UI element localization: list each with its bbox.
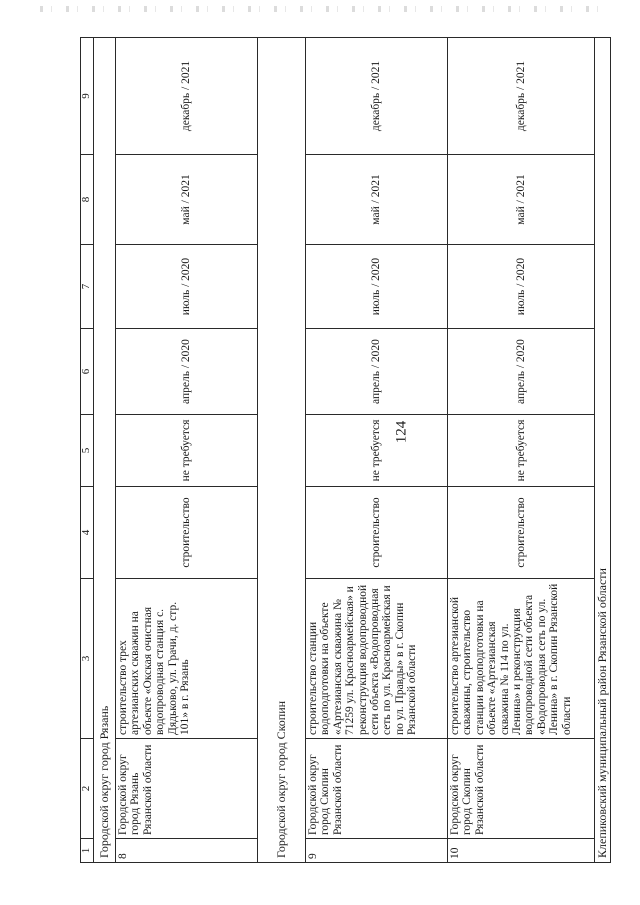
start-build-cell: май / 2021 <box>305 155 447 245</box>
investment-table <box>80 37 611 863</box>
column-number: 5 <box>81 415 94 487</box>
scan-artifact <box>40 6 600 12</box>
type-cell: строительство <box>447 487 594 579</box>
rotated-table-wrapper <box>80 38 609 863</box>
column-number: 1 <box>81 839 94 863</box>
row-number: 9 <box>305 839 447 863</box>
start-build-cell: май / 2021 <box>115 155 257 245</box>
section-heading-row <box>93 38 115 863</box>
expertise-cell: не требуется <box>447 415 594 487</box>
expertise-cell: не требуется <box>115 415 257 487</box>
row-number: 8 <box>115 839 257 863</box>
start-build-cell: май / 2021 <box>447 155 594 245</box>
column-number: 9 <box>81 38 94 155</box>
table-row <box>115 38 257 863</box>
table-row <box>447 38 594 863</box>
end-build-cell: декабрь / 2021 <box>305 38 447 155</box>
start-design-cell: апрель / 2020 <box>115 329 257 415</box>
owner-cell: Городской округ город Скопин Рязанской области <box>305 739 447 839</box>
column-number: 3 <box>81 579 94 739</box>
type-cell: строительство <box>305 487 447 579</box>
row-number: 10 <box>447 839 594 863</box>
end-build-cell: декабрь / 2021 <box>447 38 594 155</box>
type-cell: строительство <box>115 487 257 579</box>
end-design-cell: июль / 2020 <box>115 245 257 329</box>
end-build-cell: декабрь / 2021 <box>115 38 257 155</box>
section-heading-row <box>594 38 610 863</box>
end-design-cell: июль / 2020 <box>447 245 594 329</box>
section-title: Городской округ город Рязань <box>93 38 115 863</box>
table-row <box>305 38 447 863</box>
column-number: 4 <box>81 487 94 579</box>
column-number: 7 <box>81 245 94 329</box>
section-heading-row <box>257 38 305 863</box>
owner-cell: Городской округ город Скопин Рязанской области <box>447 739 594 839</box>
column-number-row <box>81 38 94 863</box>
column-number: 8 <box>81 155 94 245</box>
column-number: 2 <box>81 739 94 839</box>
start-design-cell: апрель / 2020 <box>305 329 447 415</box>
section-title: Городской округ город Скопин <box>257 38 305 863</box>
object-cell: строительство артезианской скважины, строительство станции водоподготовки на объекте «Артезианская скважина № 114 по ул. Ленина» и реконструкция водопроводной сети объекта «Водопроводная сеть по ул. Ленина» в г. Скопин Рязанской области <box>447 579 594 739</box>
object-cell: строительство станции водоподготовки на объекте «Артезианская скважина № 71259 ул. Красноармейская» и реконструкция водопроводной сети объекта «Водопроводная сеть по ул. Красноармейская и по ул. Правды» в г. Скопин Рязанской области <box>305 579 447 739</box>
end-design-cell: июль / 2020 <box>305 245 447 329</box>
object-cell: строительство трех артезианских скважин на объекте «Окская очистная водопроводная станция с. Дядьково, ул. Грачи, д. стр. 101» в г. Рязань <box>115 579 257 739</box>
start-design-cell: апрель / 2020 <box>447 329 594 415</box>
column-number: 6 <box>81 329 94 415</box>
expertise-cell: не требуется <box>305 415 447 487</box>
section-title: Клепиковский муниципальный район Рязанской области <box>594 38 610 863</box>
page-number: 124 <box>393 420 410 444</box>
owner-cell: Городской округ город Рязань Рязанской области <box>115 739 257 839</box>
